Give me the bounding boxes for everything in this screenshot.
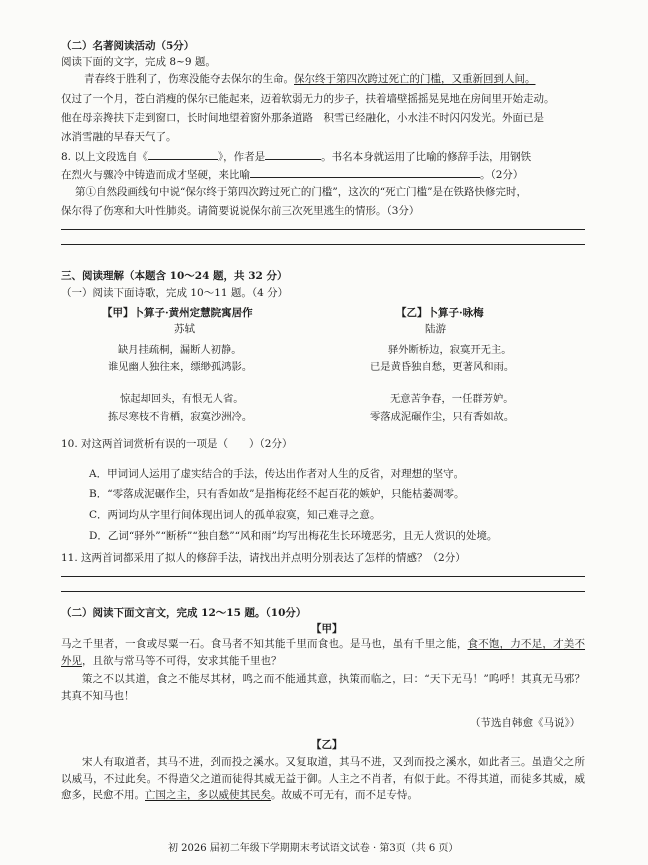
answer-line[interactable] (61, 229, 585, 230)
passage-yi-paragraph: 宋人有取道者，其马不进，刭而投之溪水。又复取道，其马不进，又刭而投之溪水，如此者三。虽造父之所以威马，不过此矣。不得造父之道而徒得其威无益于御。人主之不肖者，有似于此。不得其道，而徒多其威，威愈多，民愈不用。亡国之主，多以威使其民矣。故威不可无有，而不足专恃。 (61, 756, 585, 801)
answer-line[interactable] (61, 576, 585, 577)
poem-a-line: 缺月挂疏桐，漏断人初静。 (118, 344, 242, 356)
underlined-sentence: 食不饱，力不足，才美不外见 (61, 638, 586, 667)
poem-b-line: 无意苦争春，一任群芳妒。 (390, 393, 514, 405)
poem-a-line: 谁见幽人独往来，缥缈孤鸿影。 (108, 361, 253, 373)
section-title-reading: 三、阅读理解（本题含 10～24 题，共 32 分） (61, 270, 288, 282)
poem-b-author: 陆游 (425, 323, 446, 335)
passage-line-1: 青春终于胜利了，伤寒没能夺去保尔的生命。保尔终于第四次跨过死亡的门槛，又重新回到人间。 (84, 73, 536, 85)
underlined-sentence: 亡国之主，多以威使其民矣 (145, 789, 271, 801)
underlined-sentence: 保尔终于第四次跨过死亡的门槛，又重新回到人间。 (294, 73, 536, 85)
answer-line[interactable] (61, 591, 585, 592)
poem-a-line: 拣尽寒枝不肯栖，寂寞沙洲冷。 (108, 411, 253, 423)
page-footer: 初 2026 届初二年级下学期期末考试语文试卷 · 第3页（共 6 页） (168, 843, 459, 854)
section-title-famous-book: （二）名著阅读活动（5分） (61, 40, 195, 52)
passage-jia-paragraph-2: 策之不以其道，食之不能尽其材，鸣之而不能通其意，执策而临之，曰：“天下无马！”呜呼！其真无马邪？其真不知马也！ (61, 673, 585, 702)
poem-b-line: 已是黄昏独自愁，更著风和雨。 (370, 361, 515, 373)
section-instruction: 阅读下面的文字，完成 8~9 题。 (61, 56, 216, 68)
passage-line-2: 仅过了一个月，苍白消瘦的保尔已能起来，迈着软弱无力的步子，扶着墙壁摇摇晃晃地在房间里开始走动。 (61, 93, 555, 105)
question-8-line-2: 在烈火与骤冷中铸造而成才坚硬，来比喻 。（2分） (61, 166, 523, 182)
poem-a-line: 惊起却回头，有恨无人省。 (120, 393, 244, 405)
poem-a-author: 苏轼 (174, 323, 195, 335)
poem-a-title: 【甲】卜算子·黄州定慧院寓居作 (102, 307, 253, 319)
question-11-stem: 11. 这两首词都采用了拟人的修辞手法，请找出并点明分别表达了怎样的情感？（2分） (61, 552, 466, 564)
option-b[interactable]: B．“零落成泥碾作尘，只有香如故”是指梅花经不起百花的嫉妒，只能枯萎凋零。 (89, 488, 465, 500)
section-sub-poetry: （一）阅读下面诗歌，完成 10～11 题。（4 分） (61, 287, 289, 299)
question-9-line-1: 第①自然段画线句中说“保尔终于第四次跨过死亡的门槛”，这次的“死亡门槛”是在铁路快修完时， (75, 186, 527, 198)
passage-line-4: 冰消雪融的早春天气了。 (61, 131, 177, 143)
passage-jia-paragraph-1: 马之千里者，一食或尽粟一石。食马者不知其能千里而食也。是马也，虽有千里之能，食不饱，力不足，才美不外见，且欲与常马等不可得，安求其能千里也？ (61, 638, 586, 667)
answer-blank-author[interactable] (265, 148, 321, 160)
question-9-line-2: 保尔得了伤寒和大叶性肺炎。请简要说说保尔前三次死里逃生的情形。（3分） (61, 205, 420, 217)
answer-blank-book[interactable] (148, 148, 218, 160)
poem-b-line: 驿外断桥边，寂寞开无主。 (388, 344, 512, 356)
poem-b-title: 【乙】卜算子·咏梅 (396, 307, 484, 319)
answer-blank-metaphor[interactable] (250, 166, 480, 178)
poem-b-line: 零落成泥碾作尘，只有香如故。 (370, 411, 515, 423)
answer-line[interactable] (61, 244, 585, 245)
passage-source: （节选自韩愈《马说》） (470, 717, 581, 729)
passage-yi-label: 【乙】 (311, 739, 343, 751)
question-10-stem: 10. 对这两首词赏析有误的一项是（ ）（2分） (61, 438, 293, 450)
section-sub-classical: （二）阅读下面文言文，完成 12～15 题。（10分） (61, 607, 307, 619)
passage-line-3: 他在母亲搀扶下走到窗口，长时间地望着窗外那条道路 积雪已经融化，小水洼不时闪闪发光。外面已是 (61, 112, 544, 124)
option-a[interactable]: A．甲词词人运用了虚实结合的手法，传达出作者对人生的反省，对理想的坚守。 (89, 468, 465, 480)
question-8-line-1: 8. 以上文段选自《 》，作者是 。书名本身就运用了比喻的修辞手法，用钢铁 (61, 148, 531, 164)
option-d[interactable]: D．乙词“驿外”“断桥”“独自愁”“风和雨”均写出梅花生长环境恶劣，且无人赏识的处境。 (89, 530, 498, 542)
option-c[interactable]: C．两词均从字里行间体现出词人的孤单寂寞，知己难寻之意。 (89, 509, 381, 521)
passage-jia-label: 【甲】 (311, 623, 343, 635)
